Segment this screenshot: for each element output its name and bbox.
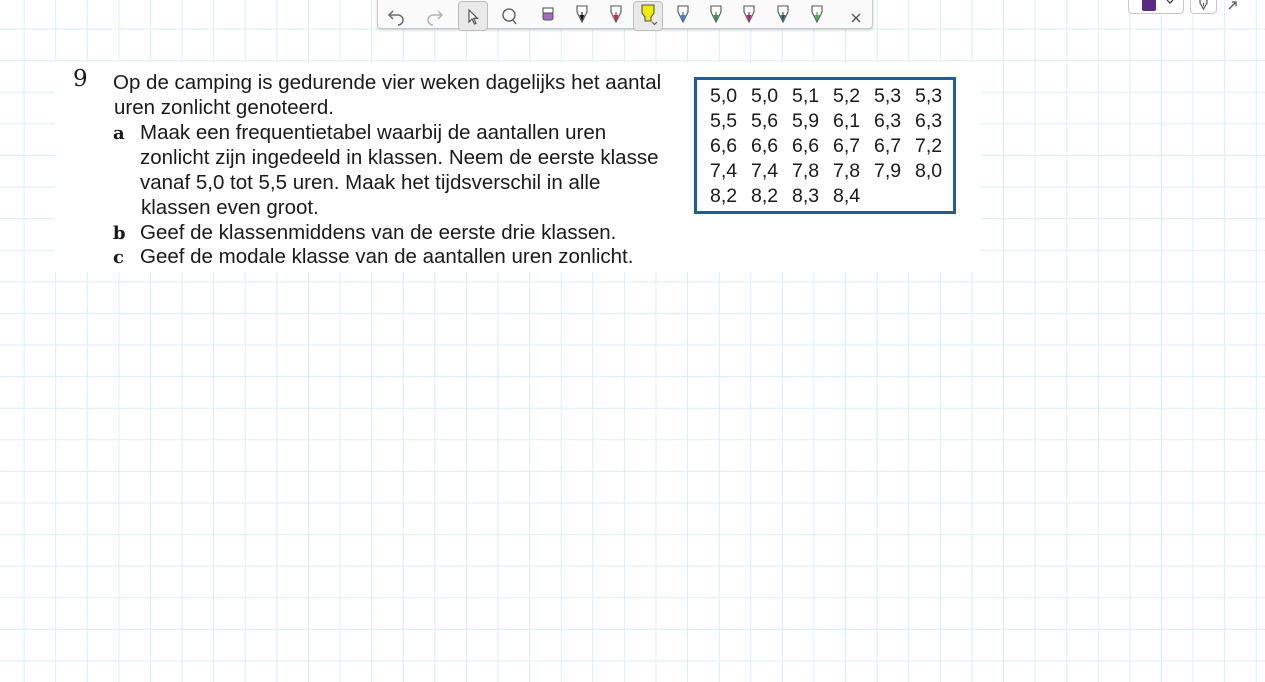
pen-dark-teal-button[interactable] <box>768 1 798 31</box>
undo-button[interactable] <box>382 1 412 31</box>
lasso-button[interactable] <box>495 1 525 31</box>
part-c-label: c <box>113 247 124 268</box>
part-b-label: b <box>113 223 126 244</box>
highlighter-yellow-button[interactable] <box>633 1 663 31</box>
pen-dark-teal-icon <box>774 5 792 27</box>
data-cell: 5,2 <box>833 85 861 107</box>
pen-blue-button[interactable] <box>668 1 698 31</box>
data-cell: 7,8 <box>833 160 861 182</box>
select-button[interactable] <box>458 1 488 31</box>
part-a-line-4: klassen even groot. <box>141 196 319 219</box>
data-cell: 5,5 <box>710 110 738 132</box>
undo-icon <box>387 6 407 26</box>
pen-purple-icon <box>740 5 758 27</box>
data-cell: 8,4 <box>833 185 861 207</box>
data-cell: 8,3 <box>792 185 820 207</box>
data-cell: 8,2 <box>751 185 779 207</box>
select-icon <box>465 7 481 25</box>
data-cell: 6,7 <box>874 135 902 157</box>
pen-black-icon <box>573 5 591 27</box>
eraser-icon <box>539 6 557 26</box>
part-c-line-1: Geef de modale klasse van de aantallen uren zonlicht. <box>140 245 634 268</box>
data-table-box <box>694 77 956 214</box>
pen-green-button[interactable] <box>701 1 731 31</box>
data-cell: 6,6 <box>710 135 738 157</box>
pen-light-green-icon <box>808 5 826 27</box>
data-cell: 5,9 <box>792 110 820 132</box>
pen-black-button[interactable] <box>567 1 597 31</box>
data-cell: 6,3 <box>915 110 943 132</box>
part-a-line-1: Maak een frequentietabel waarbij de aantallen uren <box>140 121 607 144</box>
close-button[interactable] <box>841 3 871 33</box>
data-cell: 5,6 <box>751 110 779 132</box>
question-number: 9 <box>73 66 88 92</box>
part-a-line-2: zonlicht zijn ingedeeld in klassen. Neem de eerste klasse <box>140 146 659 169</box>
data-cell: 5,3 <box>874 85 902 107</box>
data-cell: 5,0 <box>751 85 779 107</box>
pen-green-icon <box>707 5 725 27</box>
data-cell: 6,6 <box>751 135 779 157</box>
pen-outline-icon <box>1191 0 1216 13</box>
pen-purple-button[interactable] <box>734 1 764 31</box>
data-cell: 6,6 <box>792 135 820 157</box>
intro-line-2: uren zonlicht genoteerd. <box>114 96 334 119</box>
data-cell: 6,1 <box>833 110 861 132</box>
expand-icon[interactable] <box>1226 0 1242 10</box>
pen-blue-icon <box>674 5 692 27</box>
data-cell: 8,2 <box>710 185 738 207</box>
ink-color-button[interactable] <box>1128 0 1184 14</box>
data-cell: 5,0 <box>710 85 738 107</box>
data-cell: 7,4 <box>710 160 738 182</box>
pen-settings-button[interactable] <box>1190 0 1217 14</box>
data-cell: 6,7 <box>833 135 861 157</box>
data-cell: 6,3 <box>874 110 902 132</box>
chevron-down-icon <box>1165 0 1175 7</box>
data-cell: 5,3 <box>915 85 943 107</box>
data-cell: 7,2 <box>915 135 943 157</box>
pen-light-green-button[interactable] <box>802 1 832 31</box>
lasso-icon <box>500 6 520 26</box>
pen-red-icon <box>607 5 625 27</box>
redo-button[interactable] <box>419 1 449 31</box>
intro-line-1: Op de camping is gedurende vier weken dagelijks het aantal <box>113 71 662 94</box>
redo-icon <box>424 6 444 26</box>
close-icon <box>849 11 863 25</box>
data-cell: 7,8 <box>792 160 820 182</box>
part-a-line-3: vanaf 5,0 tot 5,5 uren. Maak het tijdsverschil in alle <box>140 171 601 194</box>
data-cell: 8,0 <box>915 160 943 182</box>
pen-red-button[interactable] <box>601 1 631 31</box>
part-a-label: a <box>113 123 125 144</box>
eraser-button[interactable] <box>533 1 563 31</box>
data-cell: 7,9 <box>874 160 902 182</box>
highlighter-yellow-icon <box>637 4 659 28</box>
ink-toolbar <box>377 0 873 29</box>
color-swatch <box>1142 0 1156 11</box>
data-cell: 5,1 <box>792 85 820 107</box>
part-b-line-1: Geef de klassenmiddens van de eerste drie klassen. <box>140 221 617 244</box>
data-cell: 7,4 <box>751 160 779 182</box>
